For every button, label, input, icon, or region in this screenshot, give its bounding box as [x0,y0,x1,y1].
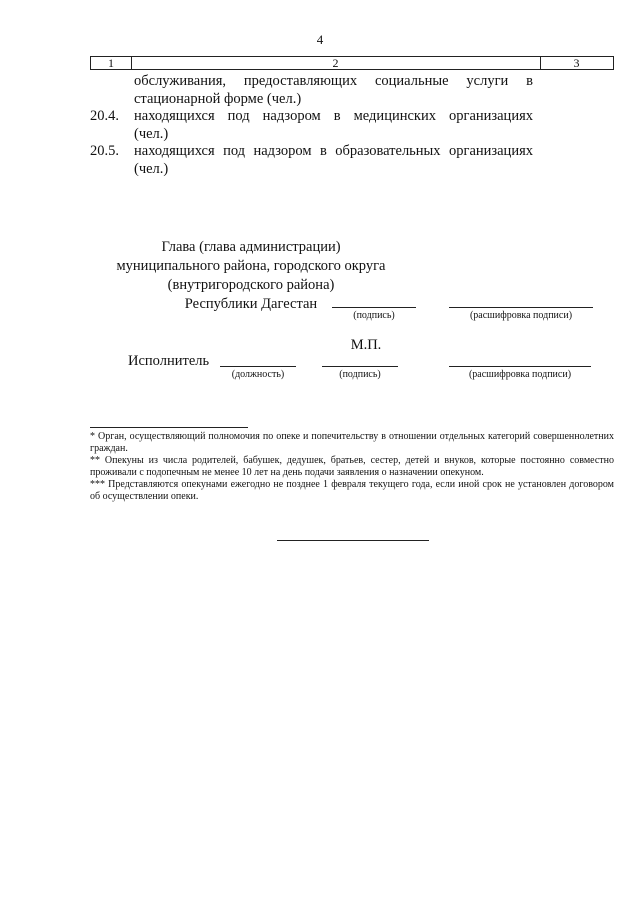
row-text [134,142,533,178]
column-header-2: 2 [131,57,541,69]
row-text-line: находящихся под надзором в образовательных организациях [134,143,533,159]
head-title-line: муниципального района, городского округа [116,258,386,274]
executor-label: Исполнитель [128,353,210,369]
table-column-headers [90,56,614,70]
position-line [220,366,296,367]
row-text-line: обслуживания, предоставляющих социальные услуги в [134,73,533,89]
head-title-line: (внутригородского района) [167,277,335,293]
page-number: 4 [316,32,324,47]
footnote-3: *** Представляются опекунами ежегодно не позднее 1 февраля текущего года, если иной срок не установлен договором об осуществлении опеки. [90,479,614,502]
executor-decoding-caption: (расшифровка подписи) [468,369,572,380]
row-text-line: стационарной форме (чел.) [134,91,302,107]
executor-signature-line [322,366,398,367]
column-header-3: 3 [573,56,580,70]
head-title-line: Республики Дагестан [184,296,318,312]
head-title-line: Глава (глава администрации) [161,239,341,255]
decoding-caption: (расшифровка подписи) [469,310,573,321]
seal-label: М.П. [350,337,382,353]
row-text-line: (чел.) [134,161,169,177]
executor-decoding-line [449,366,591,367]
executor-signature-caption: (подпись) [339,369,381,380]
footnote-1: * Орган, осуществляющий полномочия по опеке и попечительству в отношении отдельных категорий совершеннолетних граждан. [90,431,614,454]
footnote-2: ** Опекуны из числа родителей, бабушек, дедушек, братьев, сестер, детей и внуков, которые постоянно совместно проживали с подопечным не менее 10 лет на день подачи заявления о назначении опекуном. [90,455,614,478]
head-title [96,238,406,314]
signature-caption: (подпись) [353,310,395,321]
row-text-line: находящихся под надзором в медицинских организациях [134,108,533,124]
end-of-document-line [277,540,429,541]
row-text [134,72,533,108]
position-caption: (должность) [231,369,285,380]
column-header-1: 1 [91,57,132,69]
row-text-line: (чел.) [134,126,169,142]
row-number: 20.4. [90,108,119,124]
signature-line [332,307,416,308]
row-text [134,107,533,143]
decoding-line [449,307,593,308]
footnote-separator [90,427,248,428]
row-number: 20.5. [90,143,119,159]
